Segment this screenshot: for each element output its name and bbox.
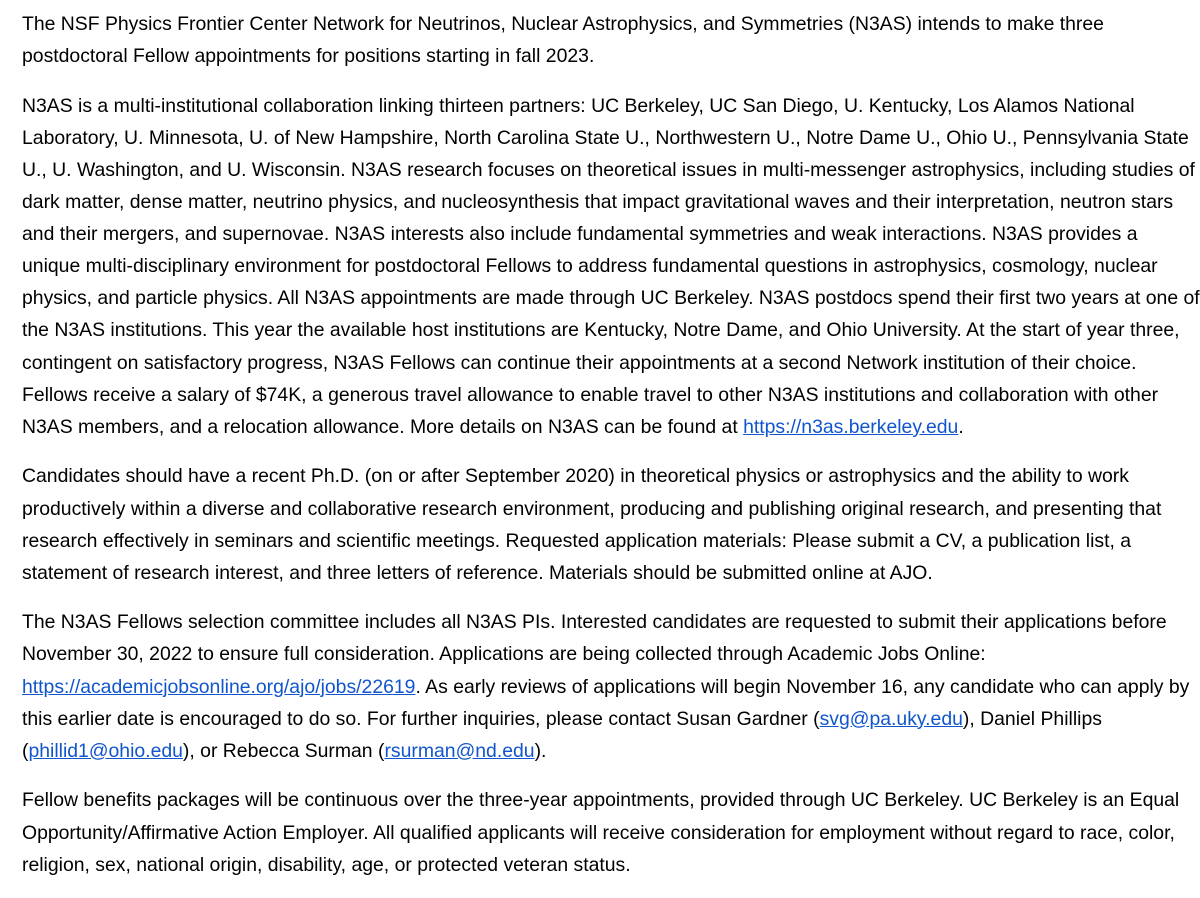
about-text: N3AS is a multi-institutional collaboration linking thirteen partners: UC Berkeley, UC San Diego, U. Kentucky, Los Alamos National Laboratory, U. Minnesota, U. of New Hampshire, North Carolina State U., Northwestern U., Notre Dame U., Ohio U., Pennsylvania State U., U. Washington, and U. Wisconsin. N3AS research focuses on theoretical issues in multi-messenger astrophysics, including studies of dark matter, dense matter, neutrino physics, and nucleosynthesis that impact gravitational waves and their interpretation, neutron stars and their mergers, and supernovae. N3AS interests also include fundamental symmetries and weak interactions. N3AS provides a unique multi-disciplinary environment for postdoctoral Fellows to address fundamental questions in astrophysics, cosmology, nuclear physics, and particle physics. All N3AS appointments are made through UC Berkeley. N3AS postdocs spend their first two years at one of the N3AS institutions. This year the available host institutions are Kentucky, Notre Dame, and Ohio University. At the start of year three, contingent on satisfactory progress, N3AS Fellows can continue their appointments at a second Network institution of their choice. Fellows receive a salary of $74K, a generous travel allowance to enable travel to other N3AS institutions and collaboration with other N3AS members, and a relocation allowance. More details on N3AS can be found at [22, 94, 1200, 438]
application-text-4: ), or Rebecca Surman ( [182, 739, 385, 762]
paragraph-benefits [22, 784, 1200, 880]
surman-email-link[interactable]: rsurman@nd.edu [384, 739, 535, 762]
paragraph-about-n3as [22, 90, 1200, 443]
application-text: The N3AS Fellows selection committee includes all N3AS PIs. Interested candidates are requested to submit their applications before November 30, 2022 to ensure full consideration. Applications are being collected through Academic Jobs Online: [22, 611, 1167, 666]
candidates-text: Candidates should have a recent Ph.D. (on or after September 2020) in theoretical physics or astrophysics and the ability to work productively within a diverse and collaborative research environment, producing and publishing original research, and presenting that research effectively in seminars and scientific meetings. Requested application materials: Please submit a CV, a publication list, a statement of research interest, and three letters of reference. Materials should be submitted online at AJO. [22, 465, 1162, 584]
paragraph-candidates [22, 460, 1200, 588]
application-text-3: ), Daniel Phillips ( [22, 707, 1102, 762]
paragraph-intro [22, 8, 1200, 72]
ajo-link[interactable]: https://academicjobsonline.org/ajo/jobs/22619 [22, 675, 416, 698]
paragraph-application [22, 606, 1200, 766]
about-text-end: . [958, 415, 964, 438]
application-text-end: ). [534, 739, 547, 762]
n3as-website-link[interactable]: https://n3as.berkeley.edu [743, 415, 959, 438]
job-announcement [22, 8, 1200, 898]
benefits-text: Fellow benefits packages will be continuous over the three-year appointments, provided through UC Berkeley. UC Berkeley is an Equal Opportunity/Affirmative Action Employer. All qualified applicants will receive consideration for employment without regard to race, color, religion, sex, national origin, disability, age, or protected veteran status. [22, 789, 1180, 876]
phillips-email-link[interactable]: phillid1@ohio.edu [28, 739, 183, 762]
intro-text: The NSF Physics Frontier Center Network for Neutrinos, Nuclear Astrophysics, and Symmetries (N3AS) intends to make three postdoctoral Fellow appointments for positions starting in fall 2023. [22, 13, 1104, 68]
application-text-2: . As early reviews of applications will begin November 16, any candidate who can apply by this earlier date is encouraged to do so. For further inquiries, please contact Susan Gardner ( [22, 675, 1190, 730]
gardner-email-link[interactable]: svg@pa.uky.edu [819, 707, 963, 730]
